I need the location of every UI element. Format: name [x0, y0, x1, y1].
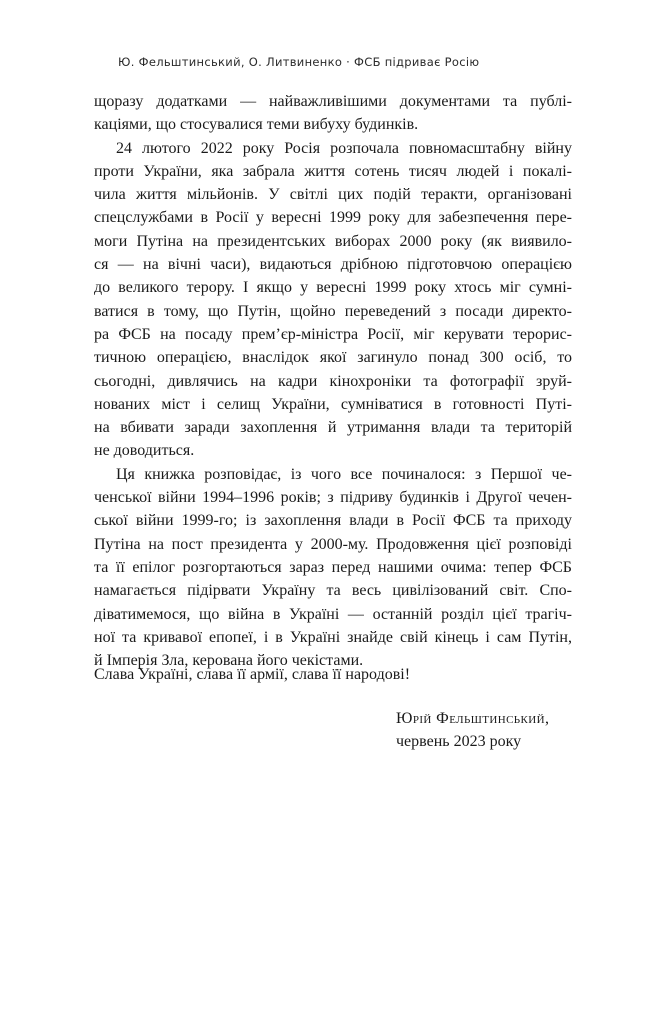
signature [396, 707, 549, 754]
text-line: й Імперія Зла, керована його чекістами. [94, 652, 364, 670]
paragraph [94, 463, 572, 673]
text-line: ної та кривавої епопеї, і в Україні знайде свій кінець і сам Путін, [94, 628, 572, 646]
text-line: тичною операцією, внаслідок якої загинуло понад 300 осіб, то [94, 349, 572, 367]
running-head: Ю. Фельштинський, О. Литвиненко · ФСБ підриває Росію [118, 55, 480, 69]
paragraph [94, 90, 572, 137]
text-line: Ця книжка розповідає, із чого все починалося: з Першої че- [116, 465, 572, 483]
text-line: до великого терору. І якщо у вересні 1999 року хтось міг сумні- [94, 279, 572, 297]
paragraph [94, 137, 572, 463]
text-line: спецслужбами в Росії у вересні 1999 року для забезпечення пере- [94, 209, 572, 227]
text-line: ра ФСБ на посаду прем’єр-міністра Росії, міг керувати терорис- [94, 325, 572, 343]
signature-date: червень 2023 року [396, 733, 522, 751]
text-line: проти України, яка забрала життя сотень тисяч людей і покалі- [94, 162, 572, 180]
closing-slogan: Слава Україні, слава її армії, слава її народові! [94, 666, 411, 683]
text-line: намагається підірвати Україну та весь цивілізований світ. Спо- [94, 582, 572, 600]
text-line: чила життя мільйонів. У світлі цих подій теракти, організовані [94, 186, 572, 204]
text-line: ченської війни 1994–1996 років; з підриву будинків і Другої чечен- [94, 489, 572, 507]
text-line: Путіна на пост президента у 2000-му. Продовження цієї розповіді [94, 535, 572, 553]
text-line: діватимемося, що війна в Україні — останній розділ цієї трагіч- [94, 605, 572, 623]
text-line: не доводиться. [94, 442, 195, 460]
text-line: каціями, що стосувалися теми вибуху будинків. [94, 116, 419, 134]
text-line: на вбивати заради захоплення й утримання влади та територій [94, 419, 572, 437]
text-line: ся — на вічні часи), видаються дрібною підготовчою операцією [94, 256, 572, 274]
text-line: та її епілог розгортаються зараз перед нашими очима: тепер ФСБ [94, 558, 572, 576]
text-line: моги Путіна на президентських виборах 2000 року (як виявило- [94, 232, 572, 250]
author-name: Юрій Фельштинський, [396, 710, 550, 727]
text-line: сьогодні, дивлячись на кадри кінохроніки та фотографії зруй- [94, 372, 572, 390]
text-line: ської війни 1999-го; із захоплення влади в Росії ФСБ та приходу [94, 512, 572, 530]
text-line: ватися в тому, що Путін, щойно переведений з посади директо- [94, 302, 572, 320]
text-line: нованих міст і селищ України, сумніватися в готовності Путі- [94, 395, 572, 413]
body-text [94, 90, 572, 672]
text-line: щоразу додатками — найважливішими документами та публі- [94, 93, 572, 110]
text-line: 24 лютого 2022 року Росія розпочала повномасштабну війну [116, 139, 572, 157]
